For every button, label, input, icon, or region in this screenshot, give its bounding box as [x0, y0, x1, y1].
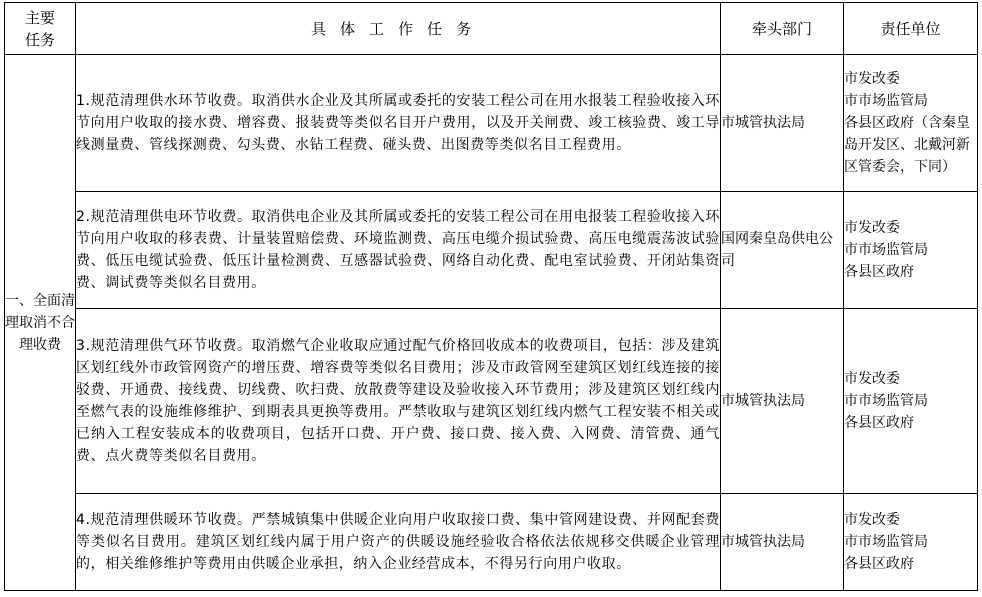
header-row	[5, 3, 978, 55]
unit-item: 各县区政府	[844, 415, 914, 431]
unit-item: 各县区政府	[844, 264, 914, 280]
unit-item: 市发改委	[844, 220, 900, 236]
unit-item: 市市场监管局	[844, 242, 928, 258]
task-cell: 2.规范清理供电环节收费。取消供电企业及其所属或委托的安装工程公司在用电报装工程验收接入环节向用户收取的移表费、计量装置赔偿费、环境监测费、高压电缆介损试验费、高压电缆震荡波试验费、低压电缆试验费、低压计量检测费、互感器试验费、网络自动化费、配电室试验费、开闭站集资费、调试费等类似名目费用。	[76, 192, 721, 309]
lead-dept-cell: 市城管执法局	[721, 55, 844, 192]
unit-item: 市市场监管局	[844, 93, 928, 109]
responsible-units-cell	[844, 494, 978, 591]
task-table	[4, 2, 978, 591]
task-cell: 4.规范清理供暖环节收费。严禁城镇集中供暖企业向用户收取接口费、集中管网建设费、并网配套费等类似名目费用。建筑区划红线内属于用户资产的供暖设施经验收合格依法依规移交供暖企业管理的，相关维修维护等费用由供暖企业承担，纳入企业经营成本，不得另行向用户收取。	[76, 494, 721, 591]
table-row	[5, 192, 978, 309]
table-row	[5, 494, 978, 591]
responsible-units-cell	[844, 192, 978, 309]
main-task-category: 一、全面清理取消不合理收费	[5, 55, 76, 591]
header-responsible-units: 责任单位	[844, 3, 978, 55]
lead-dept-cell: 市城管执法局	[721, 309, 844, 494]
task-cell: 3.规范清理供气环节收费。取消燃气企业收取应通过配气价格回收成本的收费项目，包括：涉及建筑区划红线外市政管网资产的增压费、增容费等类似名目费用；涉及市政管网至建筑区划红线连接的接驳费、开通费、接线费、切线费、吹扫费、放散费等建设及验收接入环节费用；涉及建筑区划红线内至燃气表的设施维修维护、到期表具更换等费用。严禁收取与建筑区划红线内燃气工程安装不相关或已纳入工程安装成本的收费项目，包括开口费、开户费、接口费、接入费、入网费、清管费、通气费、点火费等类似名目费用。	[76, 309, 721, 494]
header-specific-tasks: 具体工作任务	[76, 3, 721, 55]
responsible-units-cell	[844, 55, 978, 192]
unit-item: 市发改委	[844, 512, 900, 528]
lead-dept-cell: 国网秦皇岛供电公司	[721, 192, 844, 309]
lead-dept-cell: 市城管执法局	[721, 494, 844, 591]
unit-item: 市市场监管局	[844, 393, 928, 409]
responsible-units-cell	[844, 309, 978, 494]
unit-item: 各县区政府	[844, 556, 914, 572]
unit-item: 各县区政府（含秦皇岛开发区、北戴河新区管委会，下同）	[844, 115, 970, 175]
header-main-task: 主要任务	[5, 3, 76, 55]
table-row	[5, 55, 978, 192]
unit-item: 市发改委	[844, 71, 900, 87]
header-lead-dept: 牵头部门	[721, 3, 844, 55]
unit-item: 市市场监管局	[844, 534, 928, 550]
table-row	[5, 309, 978, 494]
unit-item: 市发改委	[844, 371, 900, 387]
task-cell: 1.规范清理供水环节收费。取消供水企业及其所属或委托的安装工程公司在用水报装工程验收接入环节向用户收取的接水费、增容费、报装费等类似名目开户费用，以及开关闸费、竣工核验费、竣工导线测量费、管线探测费、勾头费、水钻工程费、碰头费、出图费等类似名目工程费用。	[76, 55, 721, 192]
